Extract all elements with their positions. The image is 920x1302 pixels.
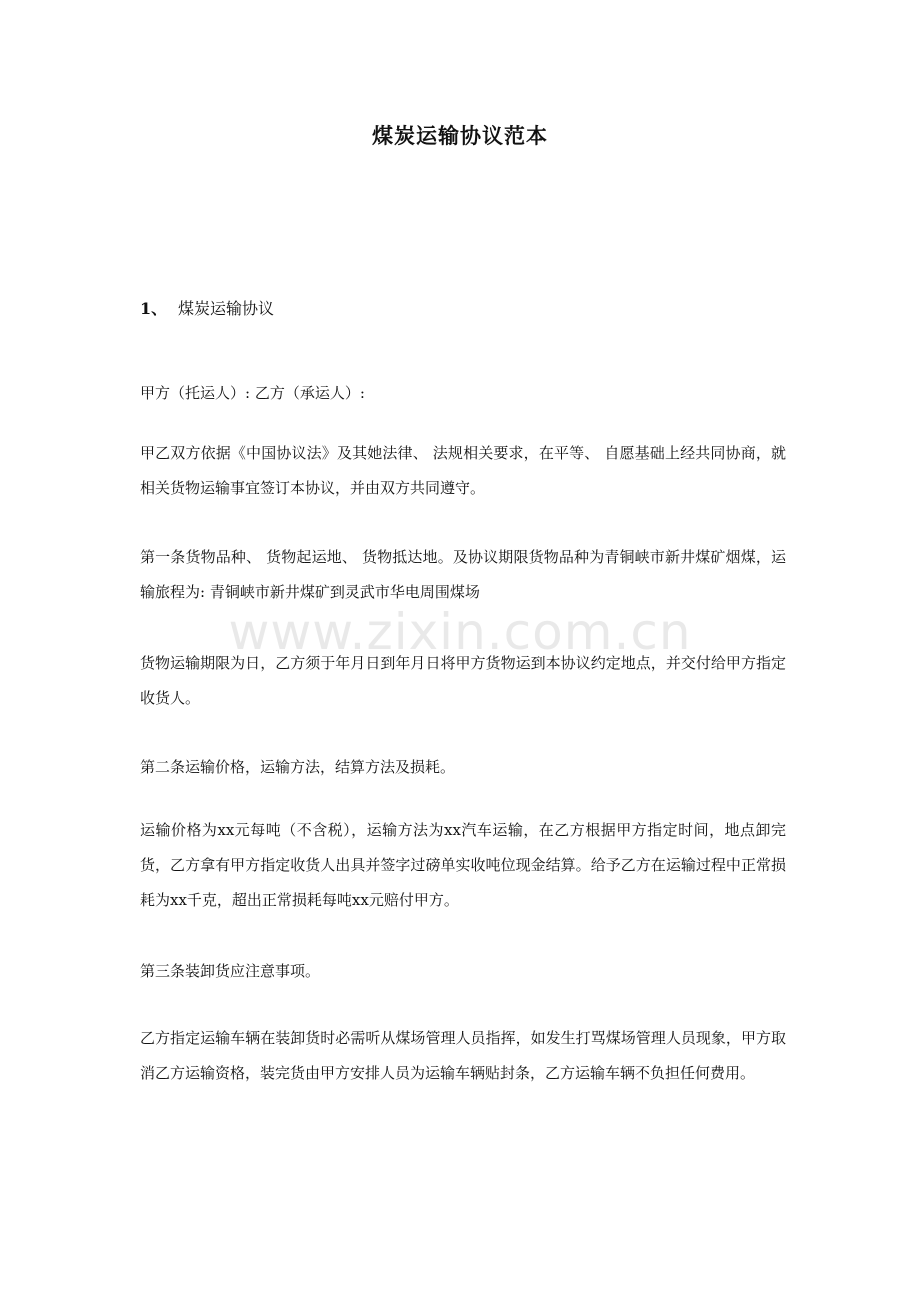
section-title: 煤炭运输协议 <box>178 299 275 318</box>
paragraph-loading-rules: 乙方指定运输车辆在装卸货时必需听从煤场管理人员指挥，如发生打骂煤场管理人员现象，甲方取消乙方运输资格，装完货由甲方安排人员为运输车辆贴封条，乙方运输车辆不负担任何费用。 <box>140 1029 786 1082</box>
paragraph-price-settlement: 运输价格为xx元每吨（不含税），运输方法为xx汽车运输，在乙方根据甲方指定时间，地点卸完货，乙方拿有甲方指定收货人出具并签字过磅单实收吨位现金结算。给予乙方在运输过程中正常损耗为xx千克，超出正常损耗每吨xx元赔付甲方。 <box>140 821 786 909</box>
document-title: 煤炭运输协议范本 <box>372 124 548 148</box>
paragraph-article-3-heading: 第三条装卸货应注意事项。 <box>140 962 321 980</box>
paragraph-preamble: 甲乙双方依据《中国协议法》及其她法律、 法规相关要求，在平等、 自愿基础上经共同协商，就相关货物运输事宜签订本协议，并由双方共同遵守。 <box>140 444 786 497</box>
section-heading <box>140 296 274 319</box>
party-line: 甲方（托运人）: 乙方（承运人）: <box>140 384 365 402</box>
watermark: www.zixin.com.cn <box>228 603 692 661</box>
paragraph-article-2-heading: 第二条运输价格，运输方法，结算方法及损耗。 <box>140 758 456 776</box>
section-number: 1、 <box>140 299 168 318</box>
paragraph-article-1: 第一条货物品种、 货物起运地、 货物抵达地。及协议期限货物品种为青铜峡市新井煤矿烟煤，运输旅程为: 青铜峡市新井煤矿到灵武市华电周围煤场 <box>140 548 786 601</box>
paragraph-transport-period: 货物运输期限为日，乙方须于年月日到年月日将甲方货物运到本协议约定地点，并交付给甲方指定收货人。 <box>140 654 786 707</box>
